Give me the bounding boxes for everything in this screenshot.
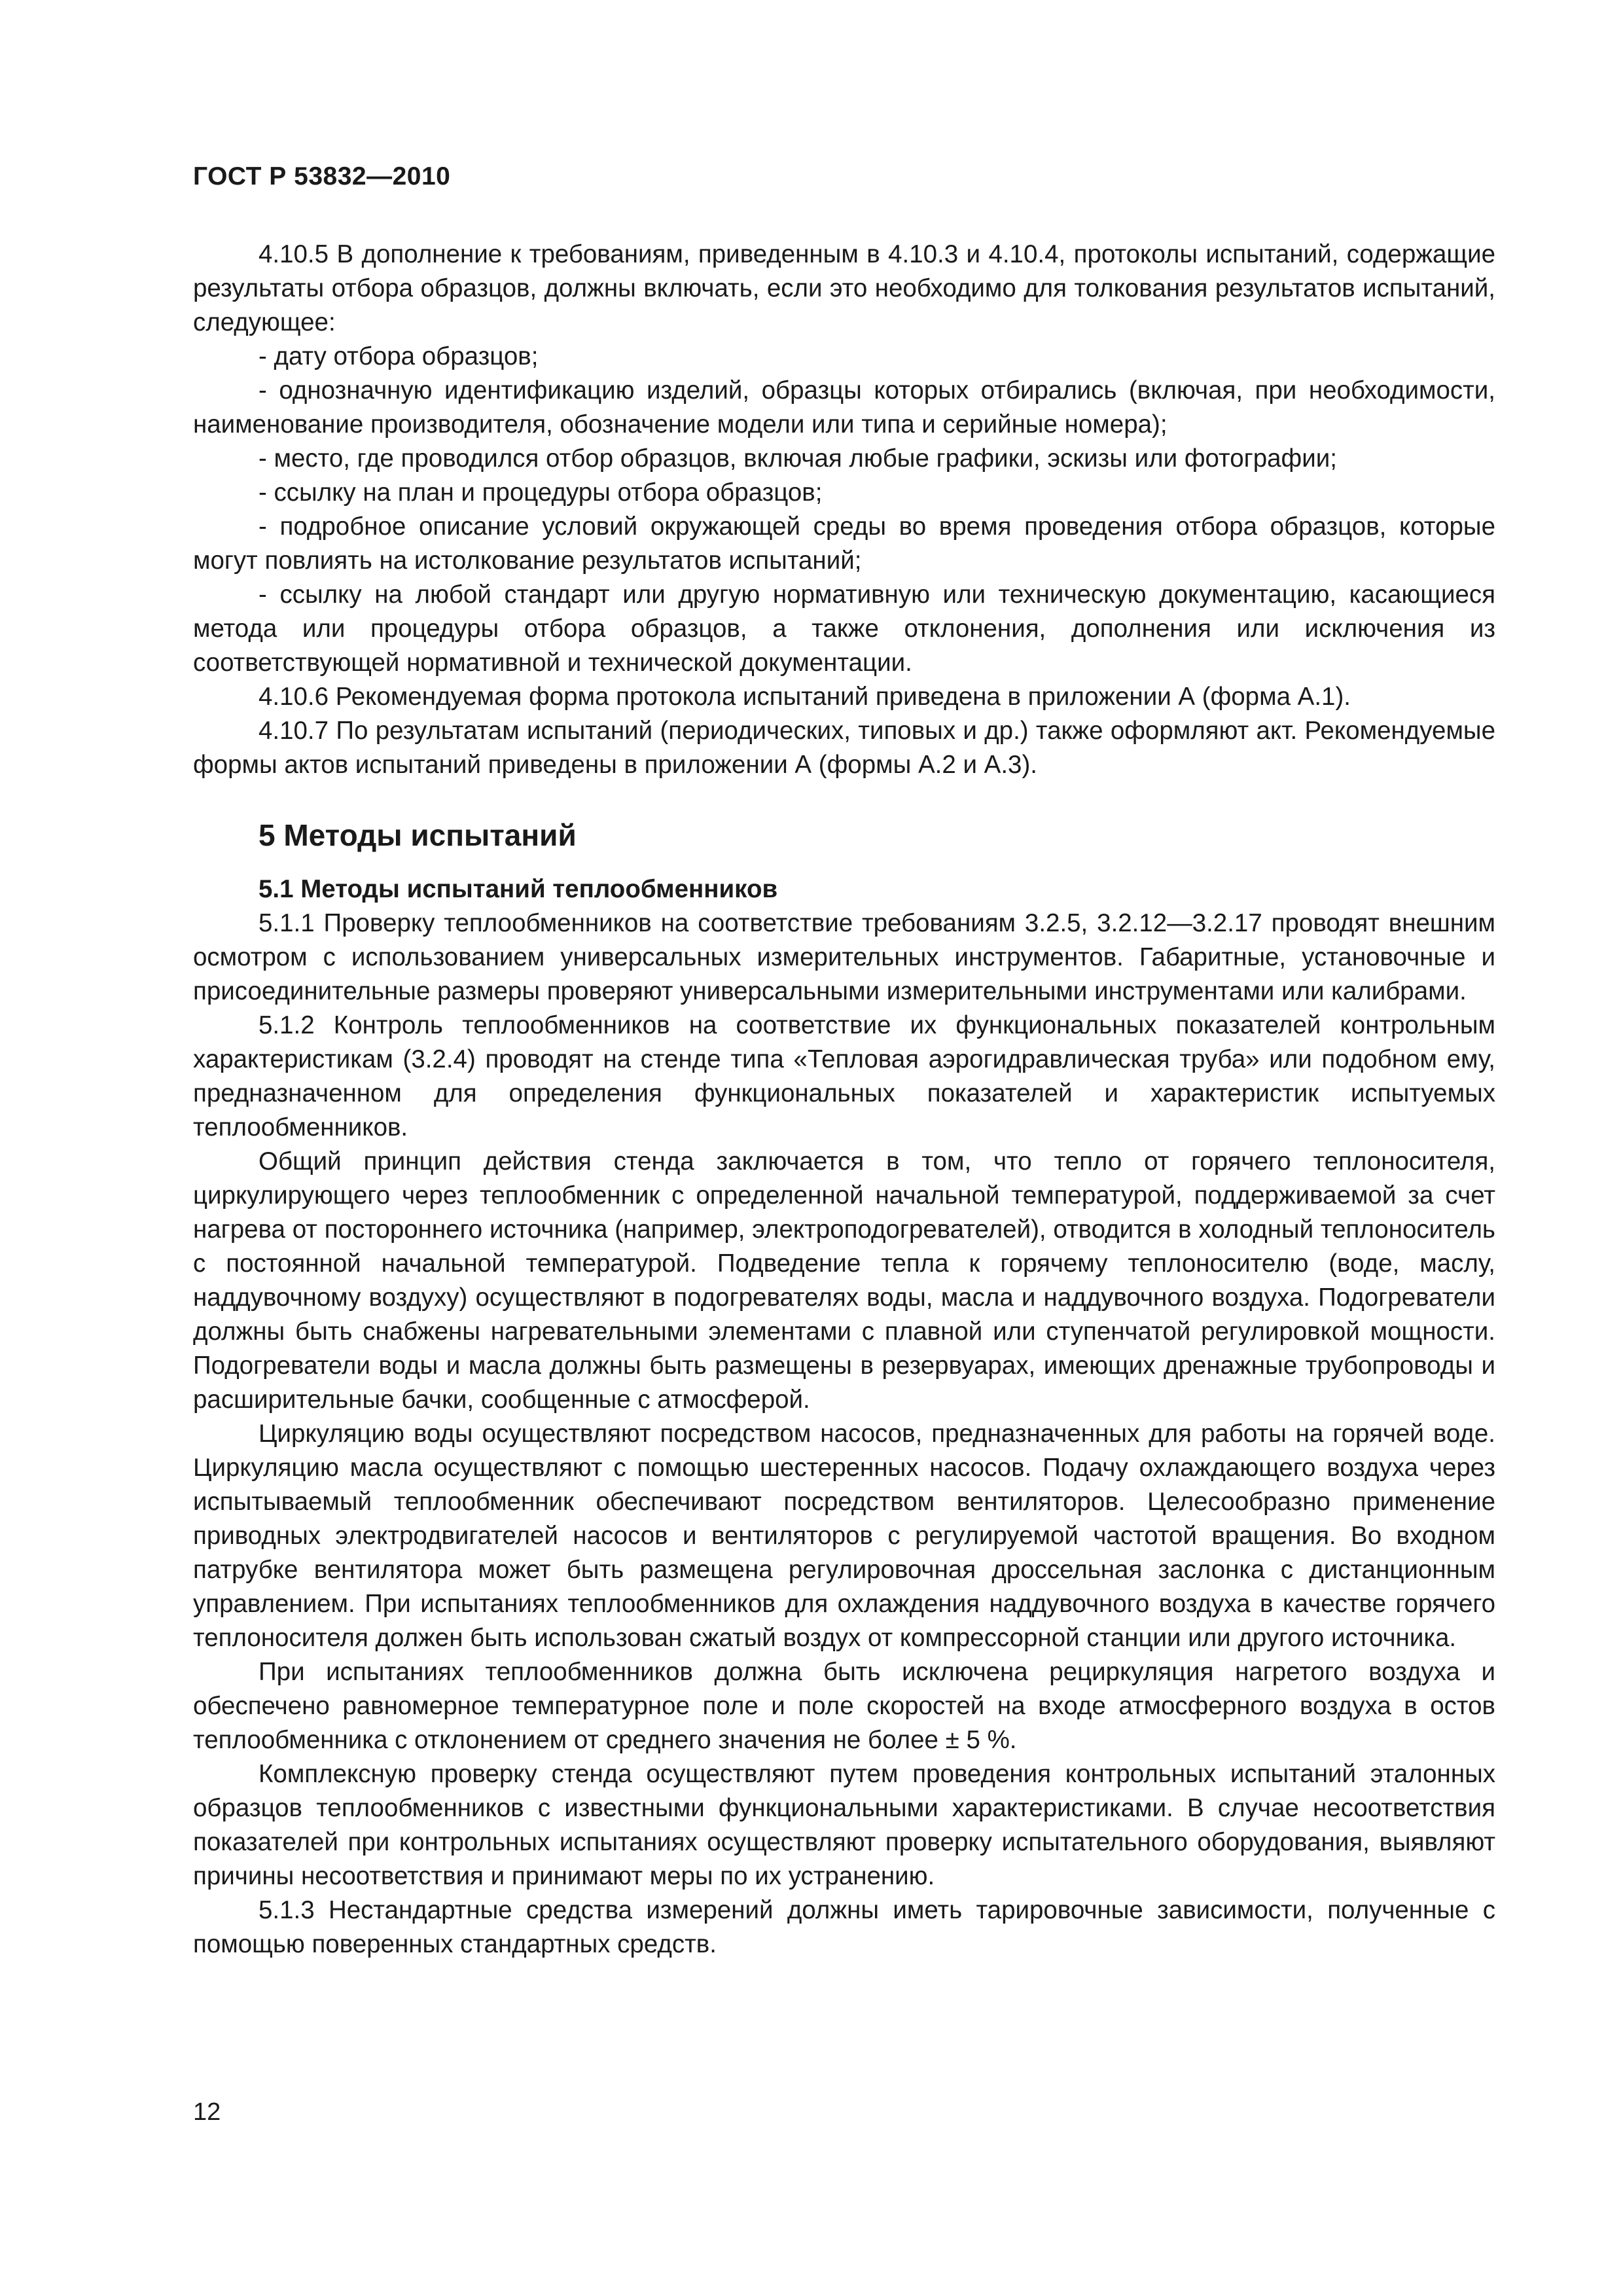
list-item-plan-reference: - ссылку на план и процедуры отбора образцов; xyxy=(259,478,823,507)
paragraph-5-1-2: 5.1.2 Контроль теплообменников на соответствие их функциональных показателей контрольным характеристикам (3.2.4) проводят на стенде типа «Тепловая аэрогидравлическая труба» или подобном ему, предназначенном для определения функциональных показателей и характеристик испытуемых теплообменников. xyxy=(193,1011,1495,1141)
list-item-place: - место, где проводился отбор образцов, включая любые графики, эскизы или фотографии; xyxy=(259,444,1337,473)
list-item-standard-reference: - ссылку на любой стандарт или другую нормативную или техническую документацию, касающиеся метода или процедуры отбора образцов, а также отклонения, дополнения или исключения из соответствующей нормативной и технической документации. xyxy=(193,581,1495,677)
list-item-identification: - однозначную идентификацию изделий, образцы которых отбирались (включая, при необходимости, наименование производителя, обозначение модели или типа и серийные номера); xyxy=(193,376,1495,439)
paragraph-stand-principle: Общий принцип действия стенда заключается в том, что тепло от горячего теплоносителя, циркулирующего через теплообменник с определенной начальной температурой, поддерживаемой за счет нагрева от постороннего источника (например, электроподогревателей), отводится в холодный теплоноситель с постоянной начальной температурой. Подведение тепла к горячему теплоносителю (воде, маслу, наддувочному воздуху) осуществляют в подогревателях воды, масла и наддувочного воздуха. Подогреватели должны быть снабжены нагревательными элементами с плавной или ступенчатой регулировкой мощности. Подогреватели воды и масла должны быть размещены в резервуарах, имеющих дренажные трубопроводы и расширительные бачки, сообщенные с атмосферой. xyxy=(193,1147,1495,1414)
page-number: 12 xyxy=(193,2098,221,2126)
paragraph-complex-check: Комплексную проверку стенда осуществляют путем проведения контрольных испытаний эталонных образцов теплообменников с известными функциональными характеристиками. В случае несоответствия показателей при контрольных испытаниях осуществляют проверку испытательного оборудования, выявляют причины несоответствия и принимают меры по их устранению. xyxy=(193,1760,1495,1890)
list-item-date: - дату отбора образцов; xyxy=(259,342,539,370)
paragraph-4-10-6: 4.10.6 Рекомендуемая форма протокола испытаний приведена в приложении А (форма А.1). xyxy=(259,683,1351,711)
document-id-header: ГОСТ Р 53832—2010 xyxy=(193,162,451,190)
paragraph-4-10-5: 4.10.5 В дополнение к требованиям, приведенным в 4.10.3 и 4.10.4, протоколы испытаний, содержащие результаты отбора образцов, должны включать, если это необходимо для толкования результатов испытаний, следующее: xyxy=(193,240,1495,336)
subsection-heading: 5.1 Методы испытаний теплообменников xyxy=(259,875,778,903)
paragraph-5-1-3: 5.1.3 Нестандартные средства измерений должны иметь тарировочные зависимости, полученные с помощью поверенных стандартных средств. xyxy=(193,1896,1495,1958)
section-heading: 5 Методы испытаний xyxy=(259,818,577,852)
paragraph-recirculation: При испытаниях теплообменников должна быть исключена рециркуляция нагретого воздуха и обеспечено равномерное температурное поле и поле скоростей на входе атмосферного воздуха в остов теплообменника с отклонением от среднего значения не более ± 5 %. xyxy=(193,1658,1495,1754)
document-body xyxy=(193,238,1495,1962)
paragraph-4-10-7: 4.10.7 По результатам испытаний (периодических, типовых и др.) также оформляют акт. Рекомендуемые формы актов испытаний приведены в приложении А (формы А.2 и А.3). xyxy=(193,717,1495,779)
paragraph-5-1-1: 5.1.1 Проверку теплообменников на соответствие требованиям 3.2.5, 3.2.12—3.2.17 проводят внешним осмотром с использованием универсальных измерительных инструментов. Габаритные, установочные и присоединительные размеры проверяют универсальными измерительными инструментами или калибрами. xyxy=(193,909,1495,1005)
paragraph-circulation: Циркуляцию воды осуществляют посредством насосов, предназначенных для работы на горячей воде. Циркуляцию масла осуществляют с помощью шестеренных насосов. Подачу охлаждающего воздуха через испытываемый теплообменник обеспечивают посредством вентиляторов. Целесообразно применение приводных электродвигателей насосов и вентиляторов с регулируемой частотой вращения. Во входном патрубке вентилятора может быть размещена регулировочная дроссельная заслонка с дистанционным управлением. При испытаниях теплообменников для охлаждения наддувочного воздуха в качестве горячего теплоносителя должен быть использован сжатый воздух от компрессорной станции или другого источника. xyxy=(193,1420,1495,1652)
document-page xyxy=(193,0,1495,2296)
list-item-environment: - подробное описание условий окружающей среды во время проведения отбора образцов, которые могут повлиять на истолкование результатов испытаний; xyxy=(193,512,1495,575)
